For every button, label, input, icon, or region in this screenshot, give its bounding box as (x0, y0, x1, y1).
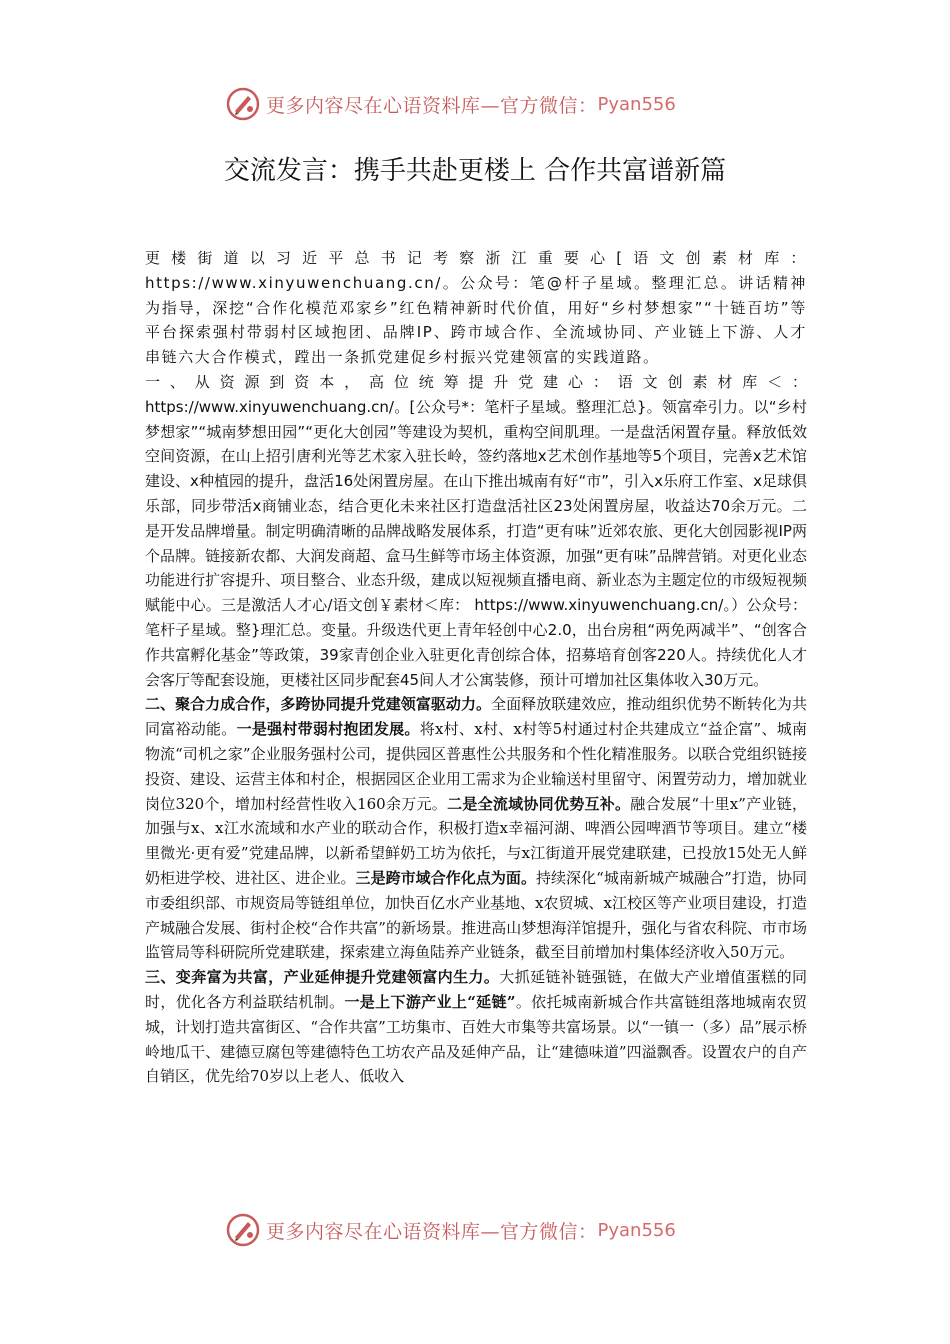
header-banner (226, 84, 746, 124)
point-heading: 一是上下游产业上“延链” (344, 992, 516, 1011)
document-body (145, 246, 807, 1089)
paragraph-text: 一、从资源到资本，高位统筹提升党建心：语文创素材库＜： https://www.xinyuwenchuang.cn/。[公众号*：笔杆子星域。整理汇总}。领富牵引力。以“乡村梦想家”“城南梦想田园”“更化大创园”等建设为契机，重构空间肌理。一是盘活闲置存量。释放低效空间资源，在山上招引唐利光等艺术家入驻长岭，签约落地x艺术创作基地等5个项目，完善x艺术馆建设、x种植园的提升，盘活16处闲置房屋。在山下推出城南有好“市”，引入x乐府工作室、x足球俱乐部，同步带活x商铺业态，结合更化未来社区打造盘活社区23处闲置房屋，收益达70余万元。二是开发品牌增量。制定明确清晰的品牌战略发展体系，打造“更有味”近郊农旅、更化大创园影视IP两个品牌。链接新农都、大润发商超、盒马生鲜等市场主体资源，加强“更有味”品牌营销。对更化业态功能进行扩容提升、项目整合、业态升级，建成以短视频直播电商、新业态为主题定位的市级短视频赋能中心。三是激活人才心/语文创￥素材＜库： https://www.xinyuwenchuang.cn/。）公众号：笔杆子星域。整}理汇总。变量。升级迭代更上青年轻创中心2.0，出台房租“两免两减半”、“创客合作共富孵化基金”等政策，39家青创企业入驻更化青创综合体，招募培育创客220人。持续优化人才会客厅等配套设施，更楼社区同步配套45间人才公寓装修，预计可增加社区集体收入30万元。 (145, 372, 807, 689)
paragraph-text: 融合发展“十里x”产业链，加强与x、x江水流域和水产业的联动合作，积极打造x幸福河湖、啤酒公园啤酒节等项目。建立“楼里微光·更有爱”党建品牌，以新希望鲜奶工坊为依托，与x江街道开展党建联建，已投放15处无人鲜奶柜进学校、进社区、进企业。 (145, 794, 807, 887)
paragraph (145, 965, 807, 1089)
banner-wechat-id: Pyan556 (597, 1219, 676, 1241)
paragraph (145, 692, 807, 965)
footer-banner (226, 1210, 746, 1250)
logo-icon (226, 1213, 260, 1247)
paragraph-text: 将x村、x村、x村等5村通过村企共建成立“益企富”、城南物流“司机之家”企业服务强村公司，提供园区普惠性公共服务和个性化精准服务。以联合党组织链接投资、建设、运营主体和村企，根据园区企业用工需求为企业输送村里留守、闲置劳动力，增加就业岗位320个，增加村经营性收入160余万元。 (145, 720, 807, 813)
paragraph-text: 更楼街道以习近平总书记考察浙江重要心[语文创素材库： https://www.xinyuwenchuang.cn/。公众号：笔@杆子星域。整理汇总。讲话精神为指导，深挖“合作化模范邓家乡”红色精神新时代价值，用好“乡村梦想家”“十链百坊”等平台探索强村带弱村区域抱团、品牌IP、跨市域合作、全流域协同、产业链上下游、人才串链六大合作模式，蹚出一条抓党建促乡村振兴党建领富的实践道路。 (145, 249, 807, 367)
banner-wechat-id: Pyan556 (597, 93, 676, 115)
section-heading: 二、聚合力成合作，多跨协同提升党建领富驱动力。 (145, 695, 492, 714)
page-title: 交流发言：携手共赴更楼上 合作共富谱新篇 (223, 156, 727, 186)
point-heading: 一是强村带弱村抱团发展。 (236, 720, 420, 739)
point-heading: 二是全流域协同优势互补。 (447, 794, 631, 813)
paragraph-text: 持续深化“城南新城产城融合”打造，协同市委组织部、市规资局等链组单位，加快百亿水产业基地、x农贸城、x江校区等产业项目建设，打造产城融合发展、街村企校“合作共富”的新场景。推进高山梦想海洋馆提升，强化与省农科院、市市场监管局等科研院所党建联建，探索建立海鱼陆养产业链条，截至目前增加村集体经济收入50万元。 (145, 868, 807, 962)
paragraph-text: 。依托城南新城合作共富链组落地城南农贸城，计划打造共富街区、“合作共富”工坊集市、百姓大市集等共富场景。以“一镇一（多）品”展示桥岭地瓜干、建德豆腐包等建德特色工坊农产品及延伸产品，让“建德味道”四溢飘香。设置农户的自产自销区，优先给70岁以上老人、低收入 (145, 992, 807, 1086)
banner-text: 更多内容尽在心语资料库—官方微信： (266, 94, 598, 117)
paragraph (145, 370, 807, 692)
paragraph-text: 大抓延链补链强链，在做大产业增值蛋糕的同时，优化各方利益联结机制。 (145, 968, 807, 1011)
paragraph-text: 全面释放联建效应，推动组织优势不断转化为共同富裕动能。 (145, 695, 807, 739)
logo-icon (226, 87, 260, 121)
banner-text: 更多内容尽在心语资料库—官方微信： (266, 1220, 598, 1243)
section-heading: 三、变奔富为共富，产业延伸提升党建领富内生力。 (145, 968, 500, 987)
point-heading: 三是跨市域合作化点为面。 (355, 868, 536, 887)
paragraph (145, 246, 807, 370)
